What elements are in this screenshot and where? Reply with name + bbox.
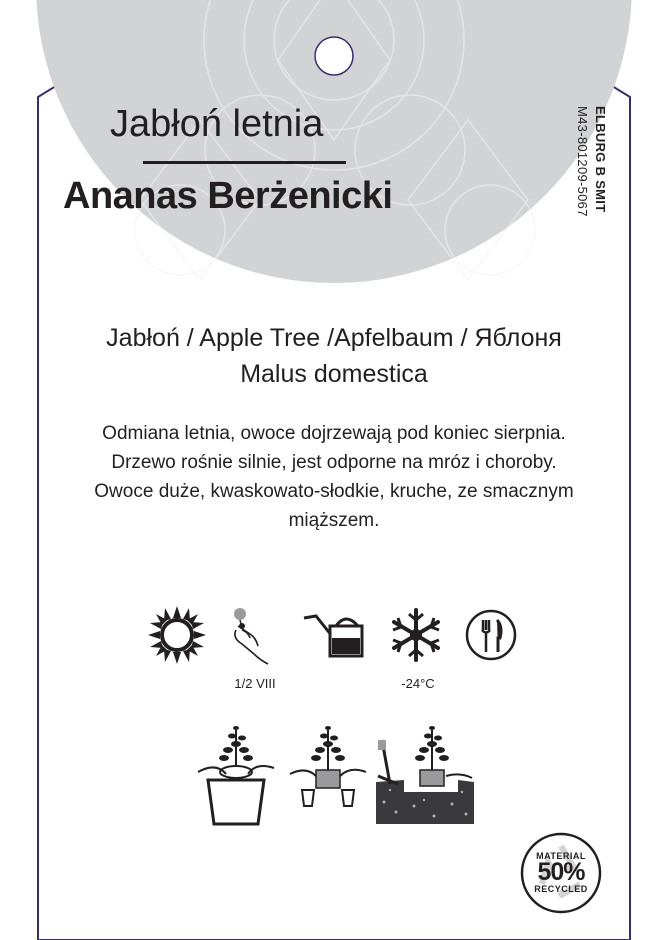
harvest-hand-icon — [228, 604, 278, 666]
title-divider — [143, 161, 346, 164]
frost-snowflake-icon — [389, 608, 443, 662]
harvest-caption: 1/2 VIII — [234, 676, 276, 691]
description-line: Drzewo rośnie silnie, jest odporne na mróz i choroby. — [111, 452, 557, 473]
common-names: Jabłoń / Apple Tree /Apfelbaum / Яблоня — [106, 324, 562, 352]
frost-caption: -24°C — [401, 676, 435, 691]
brand-name: ELBURG B SMIT — [593, 106, 608, 213]
description-line: Odmiana letnia, owoce dojrzewają pod koniec sierpnia. — [102, 423, 566, 444]
description-line: Owoce duże, kwaskowato-słodkie, kruche, ze smacznym — [94, 481, 574, 502]
edible-cutlery-icon — [464, 608, 518, 662]
recycle-badge-percent: 50% — [537, 858, 585, 886]
title-cultivar-name: Ananas Berżenicki — [63, 175, 393, 217]
recycle-badge-line1: MATERIAL — [536, 851, 586, 861]
description — [60, 419, 608, 535]
title-common-name: Jabłoń letnia — [110, 103, 324, 145]
description-line: miąższem. — [288, 510, 380, 531]
latin-name: Malus domestica — [240, 360, 428, 388]
hang-hole — [315, 37, 353, 75]
product-code: M43-801209-5067 — [575, 106, 590, 217]
watering-can-icon — [302, 612, 368, 658]
recycle-badge-line2: RECYCLED — [534, 884, 588, 894]
sun-icon — [148, 606, 206, 664]
remove-pot-icon — [196, 722, 276, 826]
loosen-roots-icon — [288, 722, 368, 812]
plant-in-soil-icon — [374, 722, 474, 824]
